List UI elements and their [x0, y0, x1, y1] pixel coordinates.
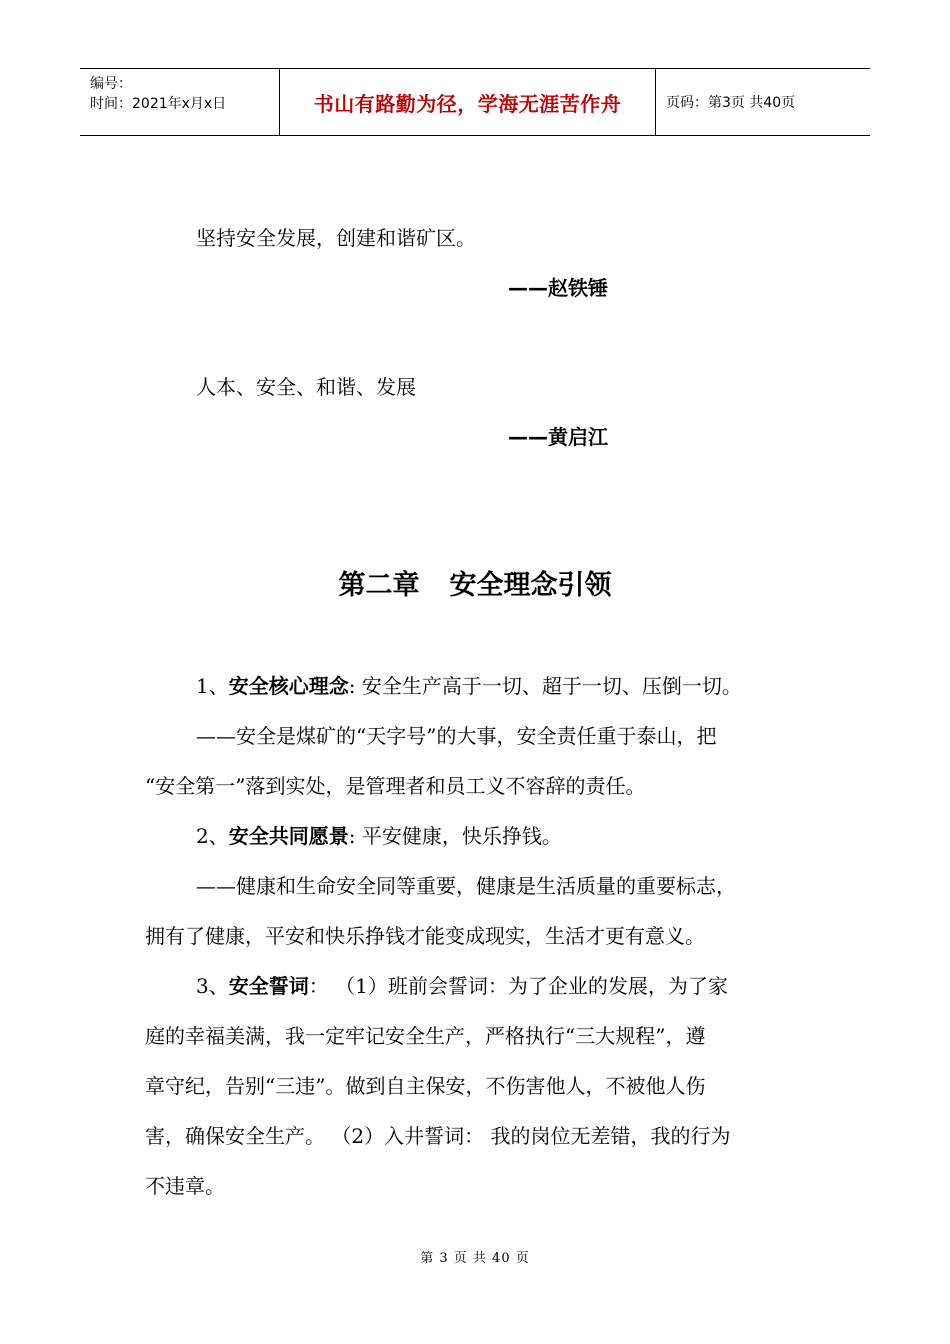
item-1-label: 安全核心理念	[228, 674, 349, 698]
item-1-line-3: “安全第一”落到实处，是管理者和员工义不容辞的责任。	[145, 774, 646, 798]
quote-2-author: ——黄启江	[508, 425, 608, 449]
item-3-line-5: 不违章。	[145, 1174, 225, 1198]
item-1-line-2: ——安全是煤矿的“天字号”的大事，安全责任重于泰山，把	[196, 724, 717, 748]
chapter-title: 安全理念引领	[449, 570, 612, 601]
header-page-info: 页码：第3页 共40页	[666, 95, 796, 111]
item-2-line-1	[196, 820, 562, 849]
item-3-line-3: 章守纪，告别“三违”。做到自主保安，不伤害他人，不被他人伤	[145, 1074, 706, 1098]
item-3-line-4: 害，确保安全生产。 （2）入井誓词： 我的岗位无差错，我的行为	[145, 1124, 731, 1148]
item-3-text: ： （1）班前会誓词：为了企业的发展，为了家	[308, 974, 728, 998]
header-motto-cell	[280, 69, 656, 135]
header-time-label: 时间：2021年x月x日	[90, 96, 227, 112]
header-page-cell	[656, 69, 870, 135]
header-meta-cell	[80, 69, 280, 135]
item-2-line-2: ——健康和生命安全同等重要，健康是生活质量的重要标志，	[196, 874, 736, 898]
item-2-prefix: 2、	[196, 824, 229, 848]
item-1-prefix: 1、	[196, 674, 229, 698]
item-1-text: : 安全生产高于一切、超于一切、压倒一切。	[348, 674, 742, 698]
header-number-label: 编号：	[90, 76, 132, 92]
quote-1-text: 坚持安全发展，创建和谐矿区。	[196, 226, 476, 250]
header-motto: 书山有路勤为径，学海无涯苦作舟	[313, 91, 622, 116]
item-1-line-1	[196, 670, 742, 699]
chapter-number: 第二章	[338, 570, 420, 601]
item-2-text: : 平安健康，快乐挣钱。	[348, 824, 562, 848]
item-3-prefix: 3、	[196, 974, 229, 998]
item-3-label: 安全誓词	[228, 974, 309, 998]
quote-1-author: ——赵铁锤	[508, 276, 608, 300]
page-header	[80, 68, 870, 136]
chapter-heading	[0, 563, 950, 602]
quote-2-text: 人本、安全、和谐、发展	[196, 375, 416, 399]
item-3-line-2: 庭的幸福美满，我一定牢记安全生产，严格执行“三大规程”，遵	[145, 1024, 706, 1048]
item-3-line-1	[196, 970, 728, 999]
item-2-line-3: 拥有了健康，平安和快乐挣钱才能变成现实，生活才更有意义。	[145, 924, 705, 948]
page-footer: 第 3 页 共 40 页	[420, 1251, 530, 1266]
item-2-label: 安全共同愿景	[228, 824, 349, 848]
